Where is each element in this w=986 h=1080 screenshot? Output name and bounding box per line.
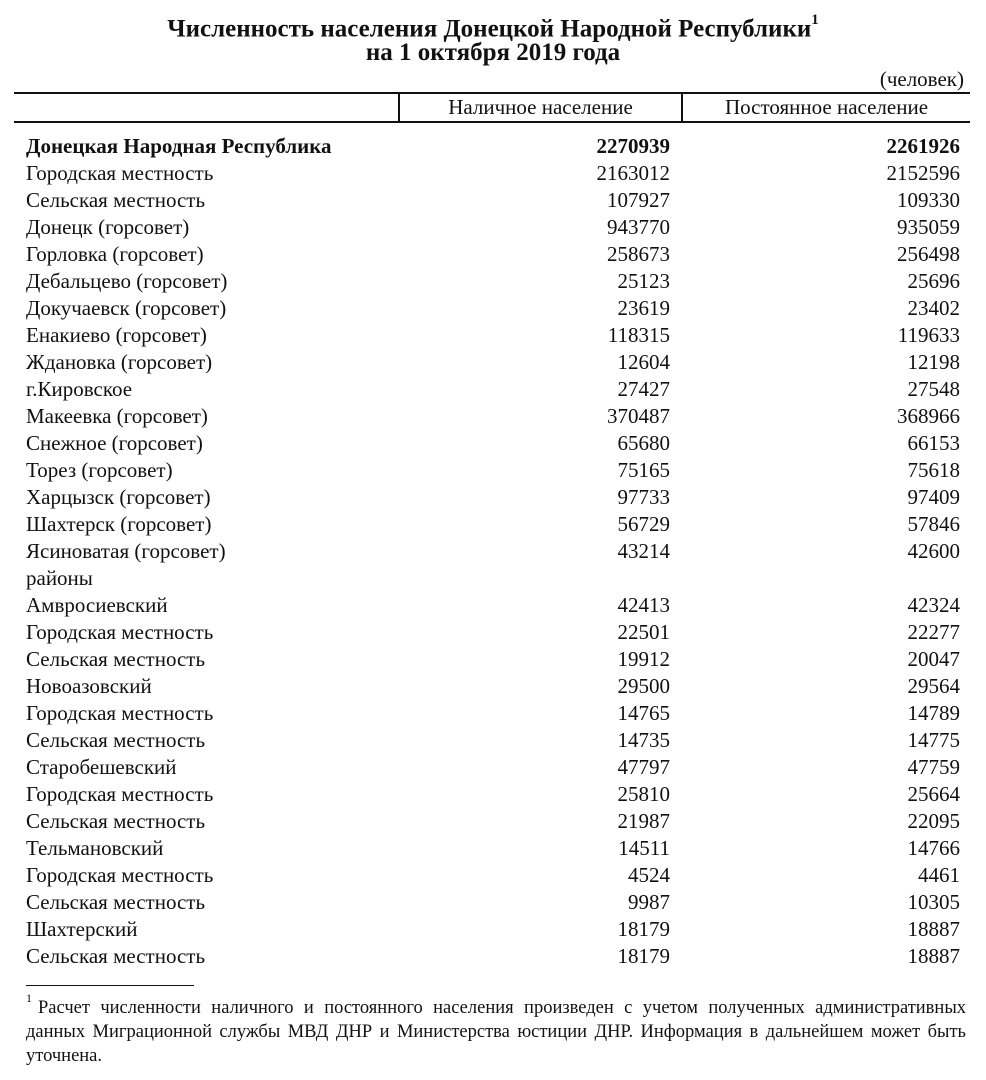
column-header-permanent: Постоянное население [724,95,929,119]
row-present-value: 21987 [617,809,670,833]
row-present-value: 370487 [607,404,670,428]
row-present-value: 42413 [617,593,670,617]
row-permanent-value: 25664 [907,782,960,806]
row-name: Сельская местность [26,809,206,833]
footnote-separator [26,985,194,986]
table-row [26,430,960,457]
row-present-value: 14765 [617,701,670,725]
row-permanent-value: 27548 [907,377,960,401]
row-name: Сельская местность [26,188,206,212]
row-name: Городская местность [26,782,214,806]
row-name: Енакиево (горсовет) [26,323,207,347]
row-permanent-value: 4461 [918,863,960,887]
row-permanent-value: 2261926 [886,134,960,158]
row-present-value: 943770 [607,215,670,239]
table-row [26,646,960,673]
row-present-value: 107927 [607,188,670,212]
table-row [26,619,960,646]
row-permanent-value: 57846 [907,512,960,536]
footnote [26,990,966,1068]
row-name: Шахтерский [26,917,138,941]
row-name: Докучаевск (горсовет) [26,296,227,320]
row-permanent-value: 109330 [897,188,960,212]
row-name: Ждановка (горсовет) [26,350,213,374]
row-name: Городская местность [26,863,214,887]
table-row [26,700,960,727]
page-subtitle: на 1 октября 2019 года [365,39,621,66]
table-row [26,889,960,916]
table-row [26,403,960,430]
row-present-value: 56729 [617,512,670,536]
row-name: Городская местность [26,161,214,185]
table-row [26,538,960,565]
row-present-value: 4524 [628,863,670,887]
row-name: Сельская местность [26,890,206,914]
row-permanent-value: 42324 [907,593,960,617]
row-permanent-value: 42600 [907,539,960,563]
header-bottom-rule [14,121,970,123]
row-permanent-value: 18887 [907,917,960,941]
table-row [26,943,960,970]
table-row [26,241,960,268]
row-present-value: 23619 [617,296,670,320]
row-name: Тельмановский [26,836,164,860]
footnote-text: Расчет численности наличного и постоянного населения произведен с учетом полученных административных данных Миграционной службы МВД ДНР и Министерства юстиции ДНР. Информация в дальнейшем может быть уточнена. [26,998,966,1067]
title-footnote-mark: 1 [811,12,819,28]
table-row [26,349,960,376]
row-permanent-value: 29564 [907,674,960,698]
row-name: Донецкая Народная Республика [26,134,332,158]
row-present-value: 258673 [607,242,670,266]
row-permanent-value: 14766 [907,836,960,860]
row-permanent-value: 25696 [907,269,960,293]
table-row [26,808,960,835]
row-present-value: 22501 [617,620,670,644]
row-name: Сельская местность [26,728,206,752]
row-present-value: 97733 [617,485,670,509]
row-present-value: 75165 [617,458,670,482]
row-name: Донецк (горсовет) [26,215,190,239]
row-name: Сельская местность [26,944,206,968]
footnote-mark: 1 [26,991,32,1005]
row-name: Амвросиевский [26,593,168,617]
row-present-value: 25123 [617,269,670,293]
row-name: Городская местность [26,701,214,725]
row-name: Снежное (горсовет) [26,431,203,455]
row-present-value: 9987 [628,890,670,914]
row-present-value: 14511 [618,836,670,860]
table-row [26,133,960,160]
row-permanent-value: 256498 [897,242,960,266]
row-permanent-value: 12198 [907,350,960,374]
row-permanent-value: 14789 [907,701,960,725]
table-row [26,214,960,241]
row-name: Городская местность [26,620,214,644]
table-row [26,484,960,511]
row-present-value: 12604 [617,350,670,374]
row-permanent-value: 2152596 [886,161,960,185]
table-row [26,457,960,484]
row-present-value: 118315 [607,323,670,347]
row-permanent-value: 935059 [897,215,960,239]
row-permanent-value: 14775 [907,728,960,752]
table-row [26,781,960,808]
row-name: районы [26,566,93,590]
row-name: Новоазовский [26,674,152,698]
row-permanent-value: 18887 [907,944,960,968]
table-row [26,592,960,619]
table-row [26,511,960,538]
table-row [26,322,960,349]
row-present-value: 27427 [617,377,670,401]
row-permanent-value: 22095 [907,809,960,833]
table-row [26,160,960,187]
row-name: Старобешевский [26,755,177,779]
table-row [26,754,960,781]
table-row [26,295,960,322]
row-present-value: 65680 [617,431,670,455]
table-row [26,727,960,754]
row-present-value: 43214 [617,539,670,563]
row-permanent-value: 47759 [907,755,960,779]
row-permanent-value: 23402 [907,296,960,320]
row-present-value: 29500 [617,674,670,698]
table-row [26,565,960,592]
table-row [26,862,960,889]
row-permanent-value: 66153 [907,431,960,455]
row-present-value: 25810 [617,782,670,806]
row-present-value: 2270939 [596,134,670,158]
unit-label: (человек) [879,67,964,91]
row-name: Сельская местность [26,647,206,671]
row-permanent-value: 368966 [897,404,960,428]
row-present-value: 18179 [617,917,670,941]
table-row [26,187,960,214]
row-permanent-value: 119633 [897,323,960,347]
row-name: Харцызск (горсовет) [26,485,211,509]
row-present-value: 14735 [617,728,670,752]
row-permanent-value: 97409 [907,485,960,509]
table-row [26,835,960,862]
table-row [26,376,960,403]
row-present-value: 2163012 [596,161,670,185]
row-permanent-value: 75618 [907,458,960,482]
row-permanent-value: 20047 [907,647,960,671]
row-name: г.Кировское [26,377,133,401]
row-name: Ясиноватая (горсовет) [26,539,226,563]
row-present-value: 19912 [617,647,670,671]
column-header-present: Наличное население [448,95,633,119]
row-name: Горловка (горсовет) [26,242,204,266]
row-permanent-value: 22277 [907,620,960,644]
title-line-1: Численность населения Донецкой Народной Республики [167,15,812,43]
row-present-value: 18179 [617,944,670,968]
row-name: Макеевка (горсовет) [26,404,208,428]
row-present-value: 47797 [617,755,670,779]
row-permanent-value: 10305 [907,890,960,914]
row-name: Торез (горсовет) [26,458,173,482]
table-row [26,268,960,295]
row-name: Дебальцево (горсовет) [26,269,228,293]
table-row [26,916,960,943]
row-name: Шахтерск (горсовет) [26,512,212,536]
table-row [26,673,960,700]
population-table [26,133,960,970]
